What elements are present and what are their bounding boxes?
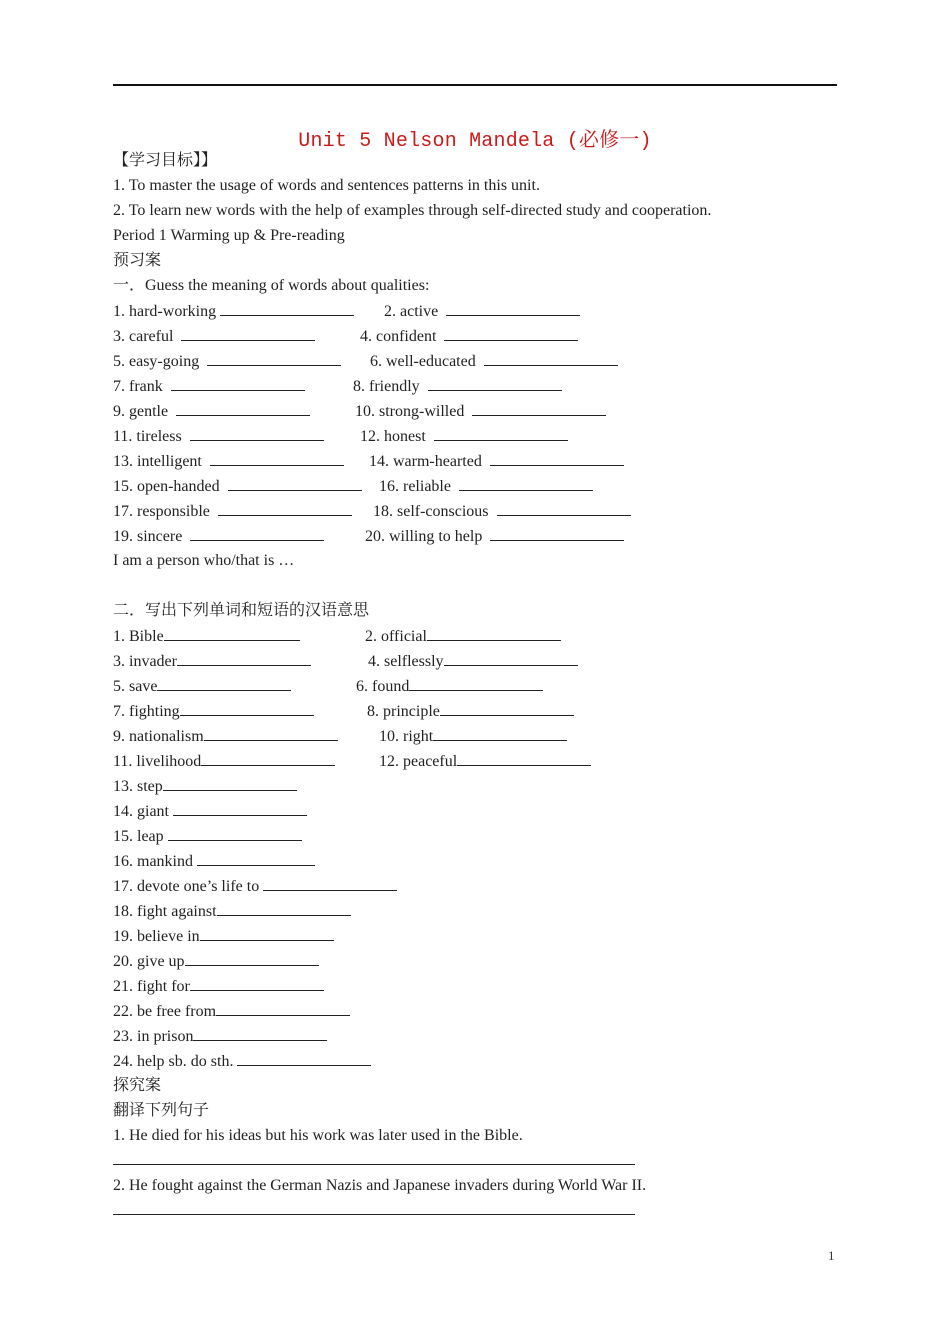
vocab-item: 20. give up xyxy=(113,951,319,972)
vocab-item: 23. in prison xyxy=(113,1026,327,1047)
vocab-item: 14. giant xyxy=(113,801,307,822)
quality-item: 1. hard-working xyxy=(113,301,354,322)
vocab-item: 17. devote one’s life to xyxy=(113,876,397,897)
quality-item: 18. self-conscious xyxy=(373,501,631,522)
vocab-item: 1. Bible xyxy=(113,626,300,647)
quality-item: 16. reliable xyxy=(379,476,593,497)
quality-item: 10. strong-willed xyxy=(355,401,606,422)
vocab-item: 21. fight for xyxy=(113,976,324,997)
vocab-item: 22. be free from xyxy=(113,1001,350,1022)
quality-item: 2. active xyxy=(384,301,580,322)
vocab-item: 13. step xyxy=(113,776,297,797)
goals-header: 【学习目标】】 xyxy=(113,152,218,169)
section1-heading: 一．Guess the meaning of words about qualities: xyxy=(113,277,430,294)
quality-item: 4. confident xyxy=(360,326,578,347)
vocab-item: 5. save xyxy=(113,676,291,697)
quality-item: 12. honest xyxy=(360,426,568,447)
goal-2: 2. To learn new words with the help of examples through self-directed study and cooperation. xyxy=(113,202,712,219)
vocab-item: 8. principle xyxy=(367,701,574,722)
quality-item: 6. well-educated xyxy=(370,351,618,372)
vocab-item: 24. help sb. do sth. xyxy=(113,1051,371,1072)
quality-item: 20. willing to help xyxy=(365,526,624,547)
vocab-item: 11. livelihood xyxy=(113,751,335,772)
quality-item: 17. responsible xyxy=(113,501,352,522)
preview-header: 预习案 xyxy=(113,252,162,269)
section1-closing: I am a person who/that is … xyxy=(113,552,295,569)
quality-item: 5. easy-going xyxy=(113,351,341,372)
vocab-item: 6. found xyxy=(356,676,543,697)
vocab-item: 2. official xyxy=(365,626,561,647)
vocab-item: 19. believe in xyxy=(113,926,334,947)
quality-item: 13. intelligent xyxy=(113,451,344,472)
explore-header: 探究案 xyxy=(113,1077,162,1094)
vocab-item: 10. right xyxy=(379,726,567,747)
section2-heading: 二．写出下列单词和短语的汉语意思 xyxy=(113,602,370,619)
vocab-item: 12. peaceful xyxy=(379,751,591,772)
quality-item: 8. friendly xyxy=(353,376,562,397)
vocab-item: 9. nationalism xyxy=(113,726,338,747)
page-number: 1 xyxy=(828,1248,835,1263)
header-rule xyxy=(113,84,837,86)
sentence-1: 1. He died for his ideas but his work was later used in the Bible. xyxy=(113,1127,523,1144)
period-heading: Period 1 Warming up & Pre-reading xyxy=(113,227,345,244)
vocab-item: 3. invader xyxy=(113,651,311,672)
answer-line-2 xyxy=(113,1214,635,1215)
page-title: Unit 5 Nelson Mandela (必修一) xyxy=(298,130,652,153)
quality-item: 3. careful xyxy=(113,326,315,347)
vocab-item: 7. fighting xyxy=(113,701,314,722)
vocab-item: 4. selflessly xyxy=(368,651,578,672)
sentence-2: 2. He fought against the German Nazis and Japanese invaders during World War II. xyxy=(113,1177,647,1194)
quality-item: 9. gentle xyxy=(113,401,310,422)
vocab-item: 16. mankind xyxy=(113,851,315,872)
quality-item: 7. frank xyxy=(113,376,305,397)
quality-item: 15. open-handed xyxy=(113,476,362,497)
vocab-item: 18. fight against xyxy=(113,901,351,922)
quality-item: 19. sincere xyxy=(113,526,324,547)
vocab-item: 15. leap xyxy=(113,826,302,847)
quality-item: 14. warm-hearted xyxy=(369,451,624,472)
translate-header: 翻译下列句子 xyxy=(113,1102,210,1119)
quality-item: 11. tireless xyxy=(113,426,324,447)
answer-line-1 xyxy=(113,1164,635,1165)
goal-1: 1. To master the usage of words and sentences patterns in this unit. xyxy=(113,177,540,194)
